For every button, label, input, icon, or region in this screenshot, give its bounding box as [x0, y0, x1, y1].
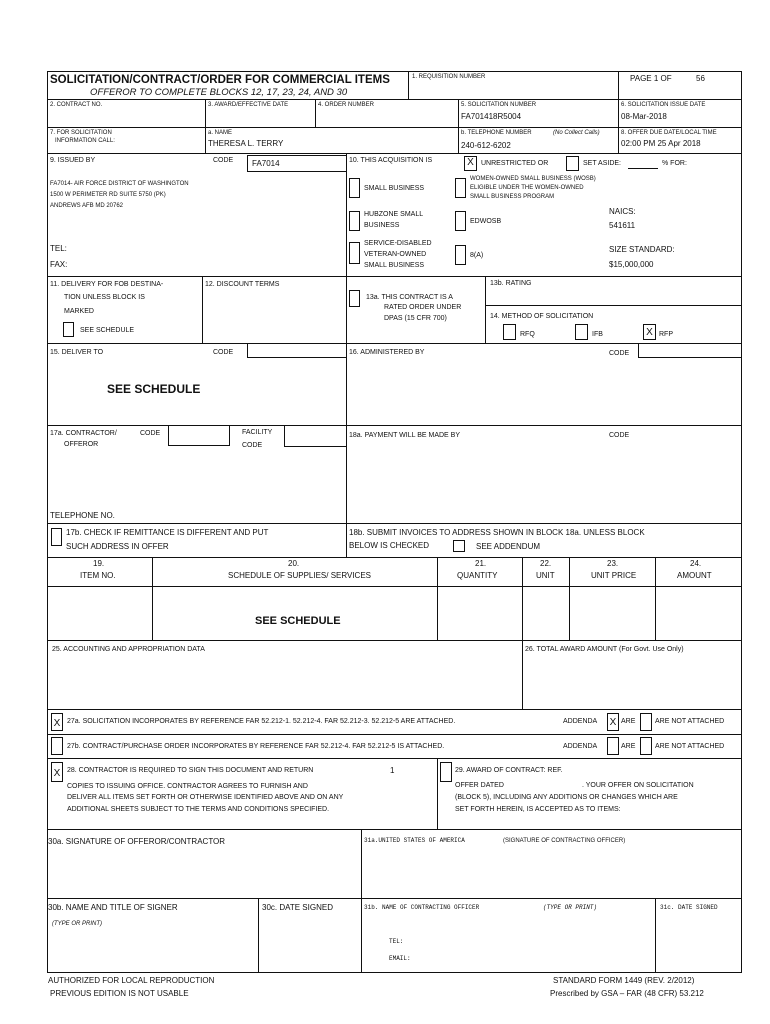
29-checkbox[interactable] [440, 762, 452, 782]
invoice-label-1: 18b. SUBMIT INVOICES TO ADDRESS SHOWN IN BLOCK 18a. UNLESS BLOCK [349, 528, 645, 537]
page-total: 56 [696, 74, 705, 83]
rated-order-label-3: DPAS (15 CFR 700) [384, 315, 447, 322]
vline [655, 557, 656, 640]
payment-code-label: CODE [609, 432, 630, 439]
remittance-label-1: 17b. CHECK IF REMITTANCE IS DIFFERENT AND PUT [66, 528, 269, 537]
name-label: a. NAME [208, 130, 233, 136]
rfp-label: RFP [659, 331, 673, 338]
28-checkbox[interactable]: X [51, 762, 63, 782]
hline [47, 972, 742, 973]
vline [485, 276, 486, 343]
solicitation-number-label: 5. SOLICITATION NUMBER [461, 102, 537, 108]
vline [315, 99, 316, 127]
vline [741, 71, 742, 973]
hline [47, 276, 742, 277]
hubzone-checkbox[interactable] [349, 211, 360, 231]
acquisition-label: 10. THIS ACQUISITION IS [349, 157, 433, 164]
28-line-3: DELIVER ALL ITEMS SET FORTH OR OTHERWISE IDENTIFIED ABOVE AND ON ANY [67, 794, 344, 801]
footer-right-1: STANDARD FORM 1449 (REV. 2/2012) [553, 976, 695, 985]
date-signed-30c: 30c. DATE SIGNED [262, 903, 333, 912]
vline [152, 557, 153, 640]
vline [618, 99, 619, 153]
payment-by-label: 18a. PAYMENT WILL BE MADE BY [349, 432, 460, 439]
issued-by-code-label: CODE [213, 157, 234, 164]
usa-label: 31a.UNITED STATES OF AMERICA [364, 837, 465, 844]
deliver-to-code-label: CODE [213, 349, 234, 356]
co-signature-label: (SIGNATURE OF CONTRACTING OFFICER) [503, 838, 626, 844]
27b-not-attached: ARE NOT ATTACHED [655, 743, 725, 750]
hline [47, 99, 742, 100]
vline [205, 99, 206, 153]
27b-text: 27b. CONTRACT/PURCHASE ORDER INCORPORATES BY REFERENCE FAR 52.212-4. FAR 52.212-5 IS ATTACHED. [67, 743, 445, 750]
form-subtitle: OFFEROR TO COMPLETE BLOCKS 12, 17, 23, 24, AND 30 [90, 87, 348, 98]
28-line-2: COPIES TO ISSUING OFFICE. CONTRACTOR AGREES TO FURNISH AND [67, 783, 308, 790]
27b-are-checkbox[interactable] [607, 737, 619, 755]
contractor-label-2: OFFEROR [64, 441, 99, 448]
info-call-label-2: INFORMATION CALL: [55, 138, 115, 144]
telephone-label: b. TELEPHONE NUMBER [461, 130, 532, 136]
code-box-edge [247, 343, 248, 357]
8a-label: 8(A) [470, 252, 484, 259]
set-aside-blank [628, 168, 658, 169]
contractor-telephone-label: TELEPHONE NO. [50, 511, 115, 520]
code-box-bottom [247, 357, 347, 358]
wosb-checkbox[interactable] [455, 178, 466, 198]
fob-checkbox[interactable] [63, 322, 74, 337]
col-22-num: 22. [540, 559, 552, 568]
issuer-address-1: FA7014- AIR FORCE DISTRICT OF WASHINGTON [50, 181, 189, 187]
8a-checkbox[interactable] [455, 245, 466, 265]
fob-label-2: TION UNLESS BLOCK IS [64, 294, 145, 301]
vline [202, 276, 203, 343]
27a-not-attached: ARE NOT ATTACHED [655, 718, 725, 725]
footer-left-1: AUTHORIZED FOR LOCAL REPRODUCTION [48, 976, 215, 985]
deliver-to-see-schedule: SEE SCHEDULE [107, 382, 201, 396]
col-22-label: UNIT [536, 571, 555, 580]
facility-label-1: FACILITY [242, 429, 273, 436]
rated-order-checkbox[interactable] [349, 290, 360, 307]
col-21-label: QUANTITY [457, 571, 498, 580]
award-date-label: 3. AWARD/EFFECTIVE DATE [208, 102, 289, 108]
col-24-label: AMOUNT [677, 571, 712, 580]
code-box-bottom [638, 357, 742, 358]
invoice-label-2: BELOW IS CHECKED [349, 541, 430, 550]
small-business-checkbox[interactable] [349, 178, 360, 198]
27b-not-checkbox[interactable] [640, 737, 652, 755]
date-signed-31c: 31c. DATE SIGNED [660, 904, 718, 911]
issuer-tel-label: TEL: [50, 244, 67, 253]
size-standard-value: $15,000,000 [609, 260, 654, 269]
27a-are: ARE [621, 718, 636, 725]
addendum-label: SEE ADDENDUM [476, 542, 541, 551]
contact-phone: 240-612-6202 [461, 141, 511, 150]
vline [569, 557, 570, 640]
form-title: SOLICITATION/CONTRACT/ORDER FOR COMMERCIAL ITEMS [50, 74, 390, 86]
discount-terms-label: 12. DISCOUNT TERMS [205, 281, 280, 288]
rated-order-label-2: RATED ORDER UNDER [384, 304, 462, 311]
col-23-label: UNIT PRICE [591, 571, 637, 580]
sdvosb-checkbox[interactable] [349, 242, 360, 264]
29-line-1: 29. AWARD OF CONTRACT: REF. [455, 767, 563, 774]
hubzone-label-2: BUSINESS [364, 222, 400, 229]
naics-label: NAICS: [609, 207, 636, 216]
facility-box-edge [284, 425, 285, 446]
issuer-address-3: ANDREWS AFB MD 20762 [50, 203, 124, 209]
facility-label-2: CODE [242, 442, 263, 449]
col-24-num: 24. [690, 559, 702, 568]
hline [47, 734, 742, 735]
unrestricted-label: UNRESTRICTED OR [481, 160, 549, 167]
vline [408, 71, 409, 99]
co-tel-label: TEL: [389, 938, 404, 945]
sdvosb-label-3: SMALL BUSINESS [364, 262, 425, 269]
vline [346, 153, 347, 523]
fob-see-schedule: SEE SCHEDULE [80, 327, 135, 334]
29-offer-dated: OFFER DATED [455, 782, 504, 789]
col-23-num: 23. [607, 559, 619, 568]
schedule-see-schedule: SEE SCHEDULE [255, 615, 341, 627]
29-line-4: SET FORTH HEREIN, IS ACCEPTED AS TO ITEMS: [455, 806, 621, 813]
wosb-label-1: WOMEN-OWNED SMALL BUSINESS (WOSB) [470, 176, 596, 182]
edwosb-label: EDWOSB [470, 218, 502, 225]
issuer-fax-label: FAX: [50, 260, 68, 269]
wosb-label-2: ELIGIBLE UNDER THE WOMEN-OWNED [470, 185, 584, 191]
vline [258, 898, 259, 972]
rfq-checkbox[interactable] [503, 324, 516, 340]
hline [47, 127, 742, 128]
contractor-code-label: CODE [140, 430, 161, 437]
vline [361, 829, 362, 972]
issue-date-label: 6. SOLICITATION ISSUE DATE [621, 102, 706, 108]
remittance-label-2: SUCH ADDRESS IN OFFER [66, 542, 169, 551]
footer-right-2: Prescribed by GSA – FAR (48 CFR) 53.212 [550, 989, 704, 998]
28-line-4: ADDITIONAL SHEETS SUBJECT TO THE TERMS AND CONDITIONS SPECIFIED. [67, 806, 330, 813]
29-line-3: (BLOCK 5), INCLUDING ANY ADDITIONS OR CHANGES WHICH ARE [455, 794, 678, 801]
vline [346, 523, 347, 557]
hline [47, 425, 742, 426]
footer-left-2: PREVIOUS EDITION IS NOT USABLE [50, 989, 189, 998]
27a-are-checkbox[interactable]: X [607, 713, 619, 731]
hline [47, 898, 742, 899]
rfq-label: RFQ [520, 331, 535, 338]
27a-not-checkbox[interactable] [640, 713, 652, 731]
sdvosb-label-2: VETERAN-OWNED [364, 251, 427, 258]
col-19-label: ITEM NO. [80, 571, 116, 580]
page-label: PAGE 1 OF [630, 74, 672, 83]
27a-text: 27a. SOLICITATION INCORPORATES BY REFERENCE FAR 52.212-1. 52.212-4. FAR 52.212-3. 52.212-5 ARE ATTACHED. [67, 718, 456, 725]
solicitation-method-label: 14. METHOD OF SOLICITATION [490, 313, 594, 320]
vline [618, 71, 619, 99]
28-line-1: 28. CONTRACTOR IS REQUIRED TO SIGN THIS DOCUMENT AND RETURN [67, 767, 314, 774]
col-19-num: 19. [93, 559, 105, 568]
fob-label-3: MARKED [64, 308, 94, 315]
order-number-label: 4. ORDER NUMBER [318, 102, 375, 108]
ifb-label: IFB [592, 331, 603, 338]
contact-name: THERESA L. TERRY [208, 139, 284, 148]
naics-value: 541611 [609, 221, 636, 230]
edwosb-checkbox[interactable] [455, 211, 466, 231]
signer-type-note: (TYPE OR PRINT) [52, 921, 103, 927]
requisition-number-label: 1. REQUISITION NUMBER [412, 74, 486, 80]
27b-are: ARE [621, 743, 636, 750]
hline [485, 305, 742, 306]
hline [47, 153, 742, 154]
issued-by-label: 9. ISSUED BY [50, 157, 96, 164]
deliver-to-label: 15. DELIVER TO [50, 349, 104, 356]
co-type-note: (TYPE OR PRINT) [543, 904, 598, 911]
27b-checkbox[interactable] [51, 737, 63, 755]
29-line-2: . YOUR OFFER ON SOLICITATION [582, 782, 694, 789]
vline [437, 758, 438, 829]
offer-due-label: 8. OFFER DUE DATE/LOCAL TIME [621, 130, 717, 136]
hline [47, 523, 742, 524]
facility-box-bottom [284, 446, 346, 447]
27a-addenda: ADDENDA [563, 718, 598, 725]
code-box-edge [638, 343, 639, 357]
28-copies: 1 [390, 766, 395, 775]
wosb-label-3: SMALL BUSINESS PROGRAM [470, 194, 555, 200]
hline [47, 71, 742, 72]
vline [522, 557, 523, 640]
hline [47, 640, 742, 641]
offeror-signature-label: 30a. SIGNATURE OF OFFEROR/CONTRACTOR [48, 837, 226, 846]
sdvosb-label-1: SERVICE-DISABLED [364, 240, 432, 247]
rated-order-label-1: 13a. THIS CONTRACT IS A [366, 294, 453, 301]
total-award-label: 26. TOTAL AWARD AMOUNT (For Govt. Use Only) [525, 646, 684, 653]
vline [458, 99, 459, 153]
no-collect-note: (No Collect Calls) [553, 130, 600, 136]
accounting-label: 25. ACCOUNTING AND APPROPRIATION DATA [52, 646, 205, 653]
27a-checkbox[interactable]: X [51, 713, 63, 731]
set-aside-label: SET ASIDE: [583, 160, 621, 167]
co-email-label: EMAIL: [389, 955, 411, 962]
contract-no-label: 2. CONTRACT NO. [50, 102, 103, 108]
info-call-label: 7. FOR SOLICITATION [50, 130, 112, 136]
issued-by-code: FA7014 [252, 159, 280, 168]
signer-name-label: 30b. NAME AND TITLE OF SIGNER [48, 903, 178, 912]
vline [655, 898, 656, 972]
ifb-checkbox[interactable] [575, 324, 588, 340]
administered-by-label: 16. ADMINISTERED BY [349, 349, 425, 356]
set-aside-checkbox[interactable] [566, 156, 579, 171]
percent-for-label: % FOR: [662, 160, 687, 167]
rating-label: 13b. RATING [490, 280, 532, 287]
issue-date-value: 08-Mar-2018 [621, 112, 667, 121]
fob-label-1: 11. DELIVERY FOR FOB DESTINA- [50, 281, 164, 288]
rfp-checkbox[interactable]: X [643, 324, 656, 340]
col-20-label: SCHEDULE OF SUPPLIES/ SERVICES [228, 571, 372, 580]
contractor-code-box[interactable] [168, 425, 230, 446]
administered-by-code-label: CODE [609, 350, 630, 357]
vline [437, 557, 438, 640]
size-standard-label: SIZE STANDARD: [609, 245, 675, 254]
addendum-checkbox[interactable] [453, 540, 465, 552]
27b-addenda: ADDENDA [563, 743, 598, 750]
solicitation-number-value: FA701418R5004 [461, 112, 522, 121]
unrestricted-checkbox[interactable]: X [464, 156, 477, 171]
issuer-address-2: 1500 W PERIMETER RD SUITE 5750 (PK) [50, 192, 166, 198]
vline [522, 640, 523, 709]
co-name-label: 31b. NAME OF CONTRACTING OFFICER [364, 904, 480, 911]
hline [47, 829, 742, 830]
hline [47, 758, 742, 759]
contractor-label-1: 17a. CONTRACTOR/ [50, 430, 117, 437]
hubzone-label-1: HUBZONE SMALL [364, 211, 424, 218]
remittance-checkbox[interactable] [51, 528, 62, 546]
small-business-label: SMALL BUSINESS [364, 185, 425, 192]
col-21-num: 21. [475, 559, 487, 568]
col-20-num: 20. [288, 559, 300, 568]
offer-due-value: 02:00 PM 25 Apr 2018 [621, 139, 701, 148]
hline [47, 709, 742, 710]
